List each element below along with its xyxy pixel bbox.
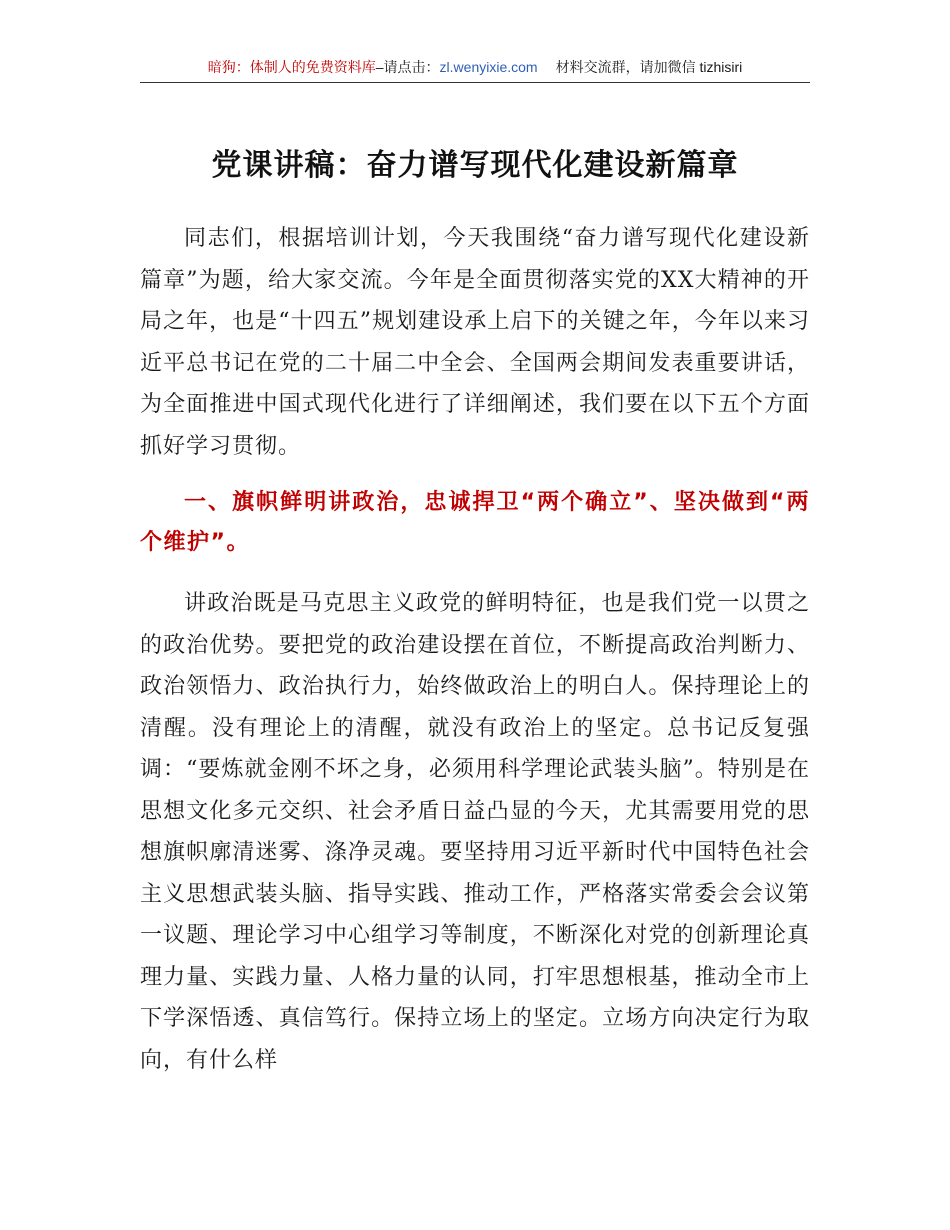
header-brand: 暗狗：体制人的免费资料库 — [207, 59, 376, 75]
intro-paragraph: 同志们，根据培训计划，今天我围绕“奋力谱写现代化建设新篇章”为题，给大家交流。今年是全面贯彻落实党的XX大精神的开局之年，也是“十四五”规划建设承上启下的关键之年，今年以来习近平总书记在党的二十届二中全会、全国两会期间发表重要讲话，为全面推进中国式现代化进行了详细阐述，我们要在以下五个方面抓好学习贯彻。 — [140, 226, 810, 459]
section-heading: 一、旗帜鲜明讲政治，忠诚捍卫“两个确立”、坚决做到“两个维护”。 — [140, 490, 810, 555]
document-body — [140, 218, 810, 1081]
header-url-link[interactable]: zl.wenyixie.com — [439, 59, 538, 75]
section-body-paragraph: 讲政治既是马克思主义政党的鲜明特征，也是我们党一以贯之的政治优势。要把党的政治建设摆在首位，不断提高政治判断力、政治领悟力、政治执行力，始终做政治上的明白人。保持理论上的清醒。没有理论上的清醒，就没有政治上的坚定。总书记反复强调：“要炼就金刚不坏之身，必须用科学理论武装头脑”。特别是在思想文化多元交织、社会矛盾日益凸显的今天，尤其需要用党的思想旗帜廓清迷雾、涤净灵魂。要坚持用习近平新时代中国特色社会主义思想武装头脑、指导实践、推动工作，严格落实常委会会议第一议题、理论学习中心组学习等制度，不断深化对党的创新理论真理力量、实践力量、人格力量的认同，打牢思想根基，推动全市上下学深悟透、真信笃行。保持立场上的坚定。立场方向决定行为取向，有什么样 — [140, 591, 810, 1073]
page-header — [140, 56, 810, 83]
header-contact: 材料交流群，请加微信 tizhisiri — [555, 59, 743, 75]
header-click-prompt: –请点击： — [375, 59, 440, 75]
document-title: 党课讲稿：奋力谱写现代化建设新篇章 — [211, 148, 739, 183]
